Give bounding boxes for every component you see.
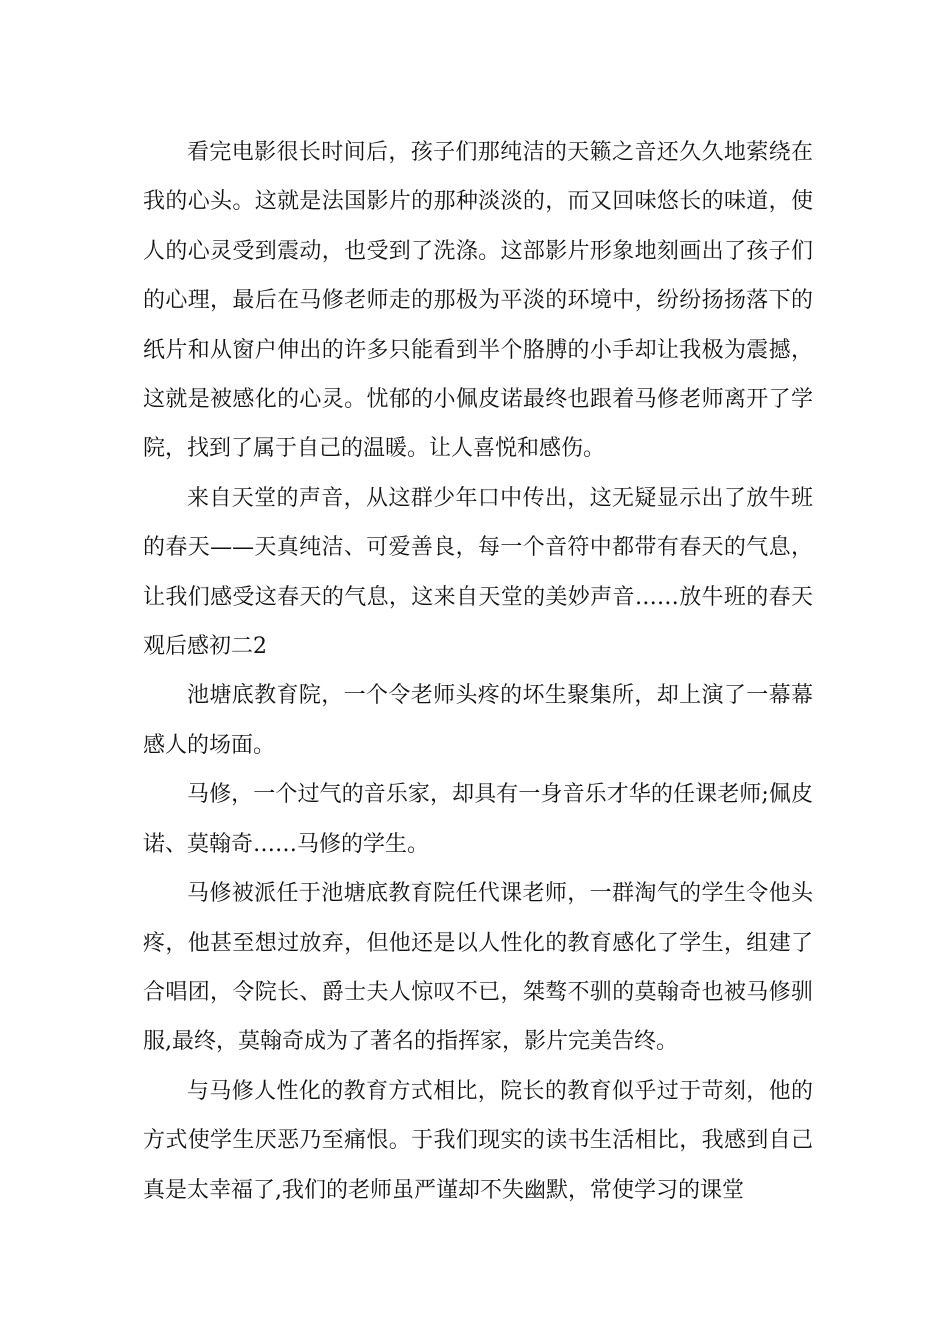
paragraph-3: 池塘底教育院，一个令老师头疼的坏生聚集所，却上演了一幕幕感人的场面。 (143, 683, 813, 758)
paragraph-4: 马修，一个过气的音乐家，却具有一身音乐才华的任课老师;佩皮诺、莫翰奇……马修的学生。 (143, 782, 813, 857)
paragraph-2: 来自天堂的声音，从这群少年口中传出，这无疑显示出了放牛班的春天——天真纯洁、可爱善良，每一个音符中都带有春天的气息，让我们感受这春天的气息，这来自天堂的美妙声音……放牛班的春天观后感初二2 (143, 485, 813, 660)
paragraph-5: 马修被派任于池塘底教育院任代课老师，一群淘气的学生令他头疼，他甚至想过放弃，但他还是以人性化的教育感化了学生，组建了合唱团，令院长、爵士夫人惊叹不已，桀骜不驯的莫翰奇也被马修驯服,最终，莫翰奇成为了著名的指挥家，影片完美告终。 (143, 881, 813, 1055)
document-body (143, 128, 813, 1215)
paragraph-1: 看完电影很长时间后，孩子们那纯洁的天籁之音还久久地萦绕在我的心头。这就是法国影片的那种淡淡的，而又回味悠长的味道，使人的心灵受到震动，也受到了洗涤。这部影片形象地刻画出了孩子们的心理，最后在马修老师走的那极为平淡的环境中，纷纷扬扬落下的纸片和从窗户伸出的许多只能看到半个胳膊的小手却让我极为震撼，这就是被感化的心灵。忧郁的小佩皮诺最终也跟着马修老师离开了学院，找到了属于自己的温暖。让人喜悦和感伤。 (143, 140, 813, 462)
paragraph-6: 与马修人性化的教育方式相比，院长的教育似乎过于苛刻，他的方式使学生厌恶乃至痛恨。于我们现实的读书生活相比，我感到自己真是太幸福了,我们的老师虽严谨却不失幽默，常使学习的课堂 (143, 1078, 813, 1203)
